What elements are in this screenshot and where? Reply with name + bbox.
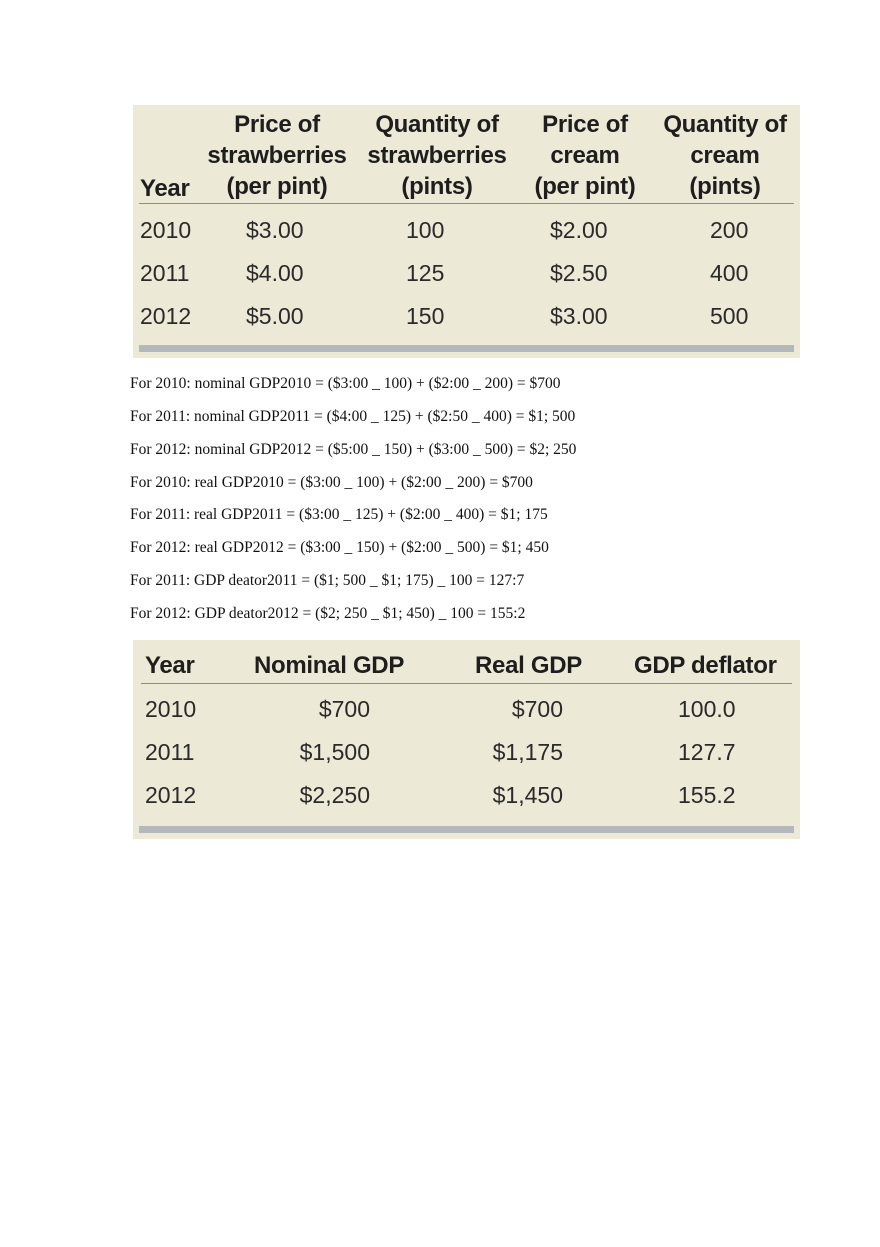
cell-quantity-strawberries: 125 xyxy=(406,260,445,286)
cell-quantity-cream: 500 xyxy=(710,303,749,329)
cell-quantity-strawberries: 150 xyxy=(406,303,445,329)
header-real-gdp: Real GDP xyxy=(475,652,582,679)
cell-price-cream: $2.00 xyxy=(550,217,608,243)
cell-price-cream: $2.50 xyxy=(550,260,608,286)
cell-quantity-strawberries: 100 xyxy=(406,217,445,243)
cell-nominal-gdp: $2,250 xyxy=(299,782,370,808)
prices-quantities-table xyxy=(133,105,800,358)
header-price-strawberries: Price of strawberries (per pint) xyxy=(207,111,347,200)
table-header xyxy=(133,105,800,205)
table-bottom-bar xyxy=(139,826,794,833)
cell-price-strawberries: $5.00 xyxy=(246,303,304,329)
cell-real-gdp: $1,450 xyxy=(492,782,563,808)
header-gdp-deflator: GDP deflator xyxy=(634,652,777,679)
cell-year: 2011 xyxy=(140,260,190,286)
cell-year: 2010 xyxy=(140,217,192,243)
cell-year: 2012 xyxy=(145,782,197,808)
calc-line-real-2011: For 2011: real GDP2011 = ($3:00 _ 125) + ($2:00 _ 400) = $1; 175 xyxy=(130,506,548,523)
cell-year: 2010 xyxy=(145,696,197,722)
header-quantity-strawberries: Quantity of strawberries (pints) xyxy=(367,111,507,200)
cell-quantity-cream: 400 xyxy=(710,260,749,286)
cell-price-strawberries: $3.00 xyxy=(246,217,304,243)
cell-nominal-gdp: $700 xyxy=(318,696,370,722)
calc-line-nominal-2011: For 2011: nominal GDP2011 = ($4:00 _ 125) + ($2:50 _ 400) = $1; 500 xyxy=(130,408,576,425)
calc-line-nominal-2012: For 2012: nominal GDP2012 = ($5:00 _ 150) + ($3:00 _ 500) = $2; 250 xyxy=(130,441,577,458)
cell-gdp-deflator: 155.2 xyxy=(678,782,736,808)
gdp-summary-table xyxy=(133,640,800,839)
cell-gdp-deflator: 100.0 xyxy=(678,696,736,722)
header-year: Year xyxy=(140,175,190,202)
header-nominal-gdp: Nominal GDP xyxy=(254,652,405,679)
cell-real-gdp: $1,175 xyxy=(492,739,563,765)
calc-line-nominal-2010: For 2010: nominal GDP2010 = ($3:00 _ 100) + ($2:00 _ 200) = $700 xyxy=(130,375,561,392)
calc-line-deflator-2012: For 2012: GDP deator2012 = ($2; 250 _ $1; 450) _ 100 = 155:2 xyxy=(130,605,526,622)
cell-year: 2011 xyxy=(145,739,195,765)
header-rule xyxy=(139,203,794,204)
calc-line-real-2010: For 2010: real GDP2010 = ($3:00 _ 100) + ($2:00 _ 200) = $700 xyxy=(130,474,533,491)
header-price-cream: Price of cream (per pint) xyxy=(534,111,636,200)
calc-line-real-2012: For 2012: real GDP2012 = ($3:00 _ 150) + ($2:00 _ 500) = $1; 450 xyxy=(130,539,549,556)
cell-nominal-gdp: $1,500 xyxy=(299,739,370,765)
header-rule xyxy=(141,683,792,684)
calc-line-deflator-2011: For 2011: GDP deator2011 = ($1; 500 _ $1; 175) _ 100 = 127:7 xyxy=(130,572,525,589)
cell-price-cream: $3.00 xyxy=(550,303,608,329)
header-quantity-cream: Quantity of cream (pints) xyxy=(663,111,787,200)
table-bottom-bar xyxy=(139,345,794,352)
cell-gdp-deflator: 127.7 xyxy=(678,739,736,765)
cell-price-strawberries: $4.00 xyxy=(246,260,304,286)
cell-year: 2012 xyxy=(140,303,192,329)
cell-quantity-cream: 200 xyxy=(710,217,749,243)
header-year: Year xyxy=(145,652,195,679)
cell-real-gdp: $700 xyxy=(511,696,563,722)
